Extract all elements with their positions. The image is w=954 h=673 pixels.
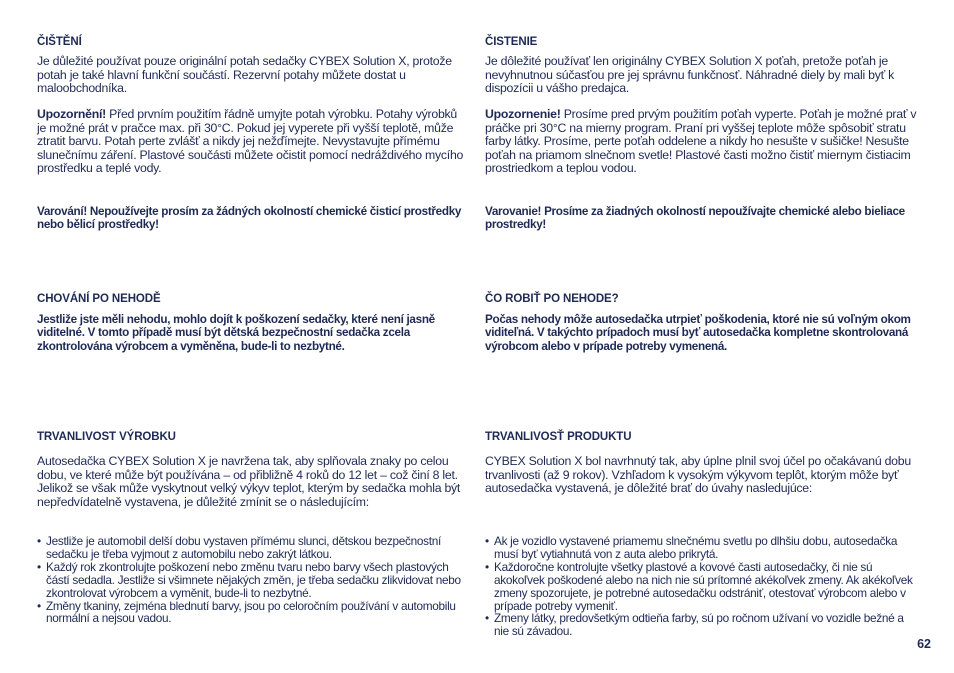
list-item: • Zmeny látky, predovšetkým odtieňa farby, sú po ročnom užívaní vo vozidle bežné a nie sú závadou.	[485, 612, 917, 638]
cleaning-warning: Varovanie! Prosíme za žiadných okolností nepoužívajte chemické alebo bieliace prostredky!	[485, 205, 905, 232]
durability-bullet-list	[485, 535, 917, 638]
notice-label: Upozornenie!	[485, 107, 561, 121]
durability-paragraph: CYBEX Solution X bol navrhnutý tak, aby úplne plnil svoj účel po očakávanú dobu trvanlivosti (až 9 rokov). Vzhľadom k vysokým výkyvom teplôt, ktorým môže byť autosedačka vystavená, je dôležité brať do úvahy nasledujúce:	[485, 454, 911, 496]
durability-paragraph: Autosedačka CYBEX Solution X je navržena tak, aby splňovala znaky po celou dobu, ve které může být používána – od přibližně 4 roků do 12 let – což činí 8 let. Jelikož se však může vyskytnout velký výkyv teplot, kterým by sedačka mohla být nepředvídatelně vystavena, je důležité zmínit se o následujícím:	[37, 454, 461, 509]
list-item: • Jestliže je automobil delší dobu vystaven přímému slunci, dětskou bezpečnostní sedačku je třeba vyjmout z automobilu nebo zakrýt látkou.	[37, 535, 469, 561]
list-item: • Každoročne kontrolujte všetky plastové a kovové časti autosedačky, či nie sú akokoľvek poškodené alebo na nich nie sú prítomné akékoľvek zmeny. Ak akékoľvek zmeny spozorujete, je potrebné autosedačku odstrániť, otestovať výrobcom alebo v prípade potreby vymeniť.	[485, 561, 917, 613]
notice-text: Před prvním použitím řádně umyjte potah výrobku. Potahy výrobků je možné prát v pračce max. při 30°C. Pokud jej vyperete při vyšší teplotě, může ztratit barvu. Potah perte zvlášť a nikdy jej nežďímejte. Nevystavujte přímému slunečnímu záření. Plastové součásti můžete očistit pomocí nedráždivého mycího prostředku a teplé vody.	[37, 107, 464, 176]
cleaning-warning: Varování! Nepoužívejte prosím za žádných okolností chemické čisticí prostředky nebo bělicí prostředky!	[37, 205, 462, 232]
durability-heading: TRVANLIVOSŤ PRODUKTU	[485, 431, 632, 443]
accident-text: Jestliže jste měli nehodu, mohlo dojít k poškození sedačky, které není jasně viditelné. V tomto případě musí být dětská bezpečnostní sedačka zcela zkontrolována výrobcem a vyměněna, bude-li to nezbytné.	[37, 313, 435, 353]
list-item: • Každý rok zkontrolujte poškození nebo změnu tvaru nebo barvy všech plastových částí sedadla. Jestliže si všimnete nějakých změn, je třeba sedačku zlikvidovat nebo zkontrolovat výrobcem a vyměnit, bude-li to nezbytné.	[37, 561, 469, 600]
cleaning-heading: ČIŠTĚNÍ	[37, 36, 82, 48]
accident-heading: CHOVÁNÍ PO NEHODĚ	[37, 293, 161, 305]
accident-heading: ČO ROBIŤ PO NEHODE?	[485, 293, 619, 305]
notice-label: Upozornění!	[37, 107, 106, 121]
notice-text: Prosíme pred prvým použitím poťah vyperte. Poťah je možné prať v práčke pri 30°C na mierny program. Praní pri vyššej teplote môže spôsobiť stratu farby látky. Prosíme, perte poťah oddelene a nikdy ho nesušte v sušičke! Nesušte poťah na priamom slnečnom svetle! Plastové časti možno čistiť miernym čistiacim prostriedkom a teplou vodou.	[485, 107, 917, 176]
page-number: 62	[917, 637, 931, 651]
accident-text: Počas nehody môže autosedačka utrpieť poškodenia, ktoré nie sú voľným okom viditeľná. V takýchto prípadoch musí byť autosedačka kompletne skontrolovaná výrobcom alebo v prípade potreby vymenená.	[485, 313, 911, 353]
cleaning-heading: ČISTENIE	[485, 36, 538, 48]
durability-bullet-list	[37, 535, 469, 625]
list-item: • Ak je vozidlo vystavené priamemu slnečnému svetlu po dlhšiu dobu, autosedačka musí byť vytiahnutá von z auta alebo prikrytá.	[485, 535, 917, 561]
cleaning-notice-paragraph	[37, 108, 469, 176]
cleaning-notice-paragraph	[485, 108, 917, 176]
cleaning-paragraph: Je dôležité používať len originálny CYBEX Solution X poťah, pretože poťah je nevyhnutnou súčasťou pre jej správnu funkčnosť. Náhradné diely by mali byť k dispozícii u vášho predajca.	[485, 54, 895, 96]
list-item: • Změny tkaniny, zejména blednutí barvy, jsou po celoročním používání v automobilu normální a nejsou vadou.	[37, 600, 469, 626]
cleaning-paragraph: Je důležité používat pouze originální potah sedačky CYBEX Solution X, protože potah je také hlavní funkční součástí. Rezervní potahy můžete dostat u maloobchodníka.	[37, 54, 452, 96]
durability-heading: TRVANLIVOST VÝROBKU	[37, 431, 176, 443]
